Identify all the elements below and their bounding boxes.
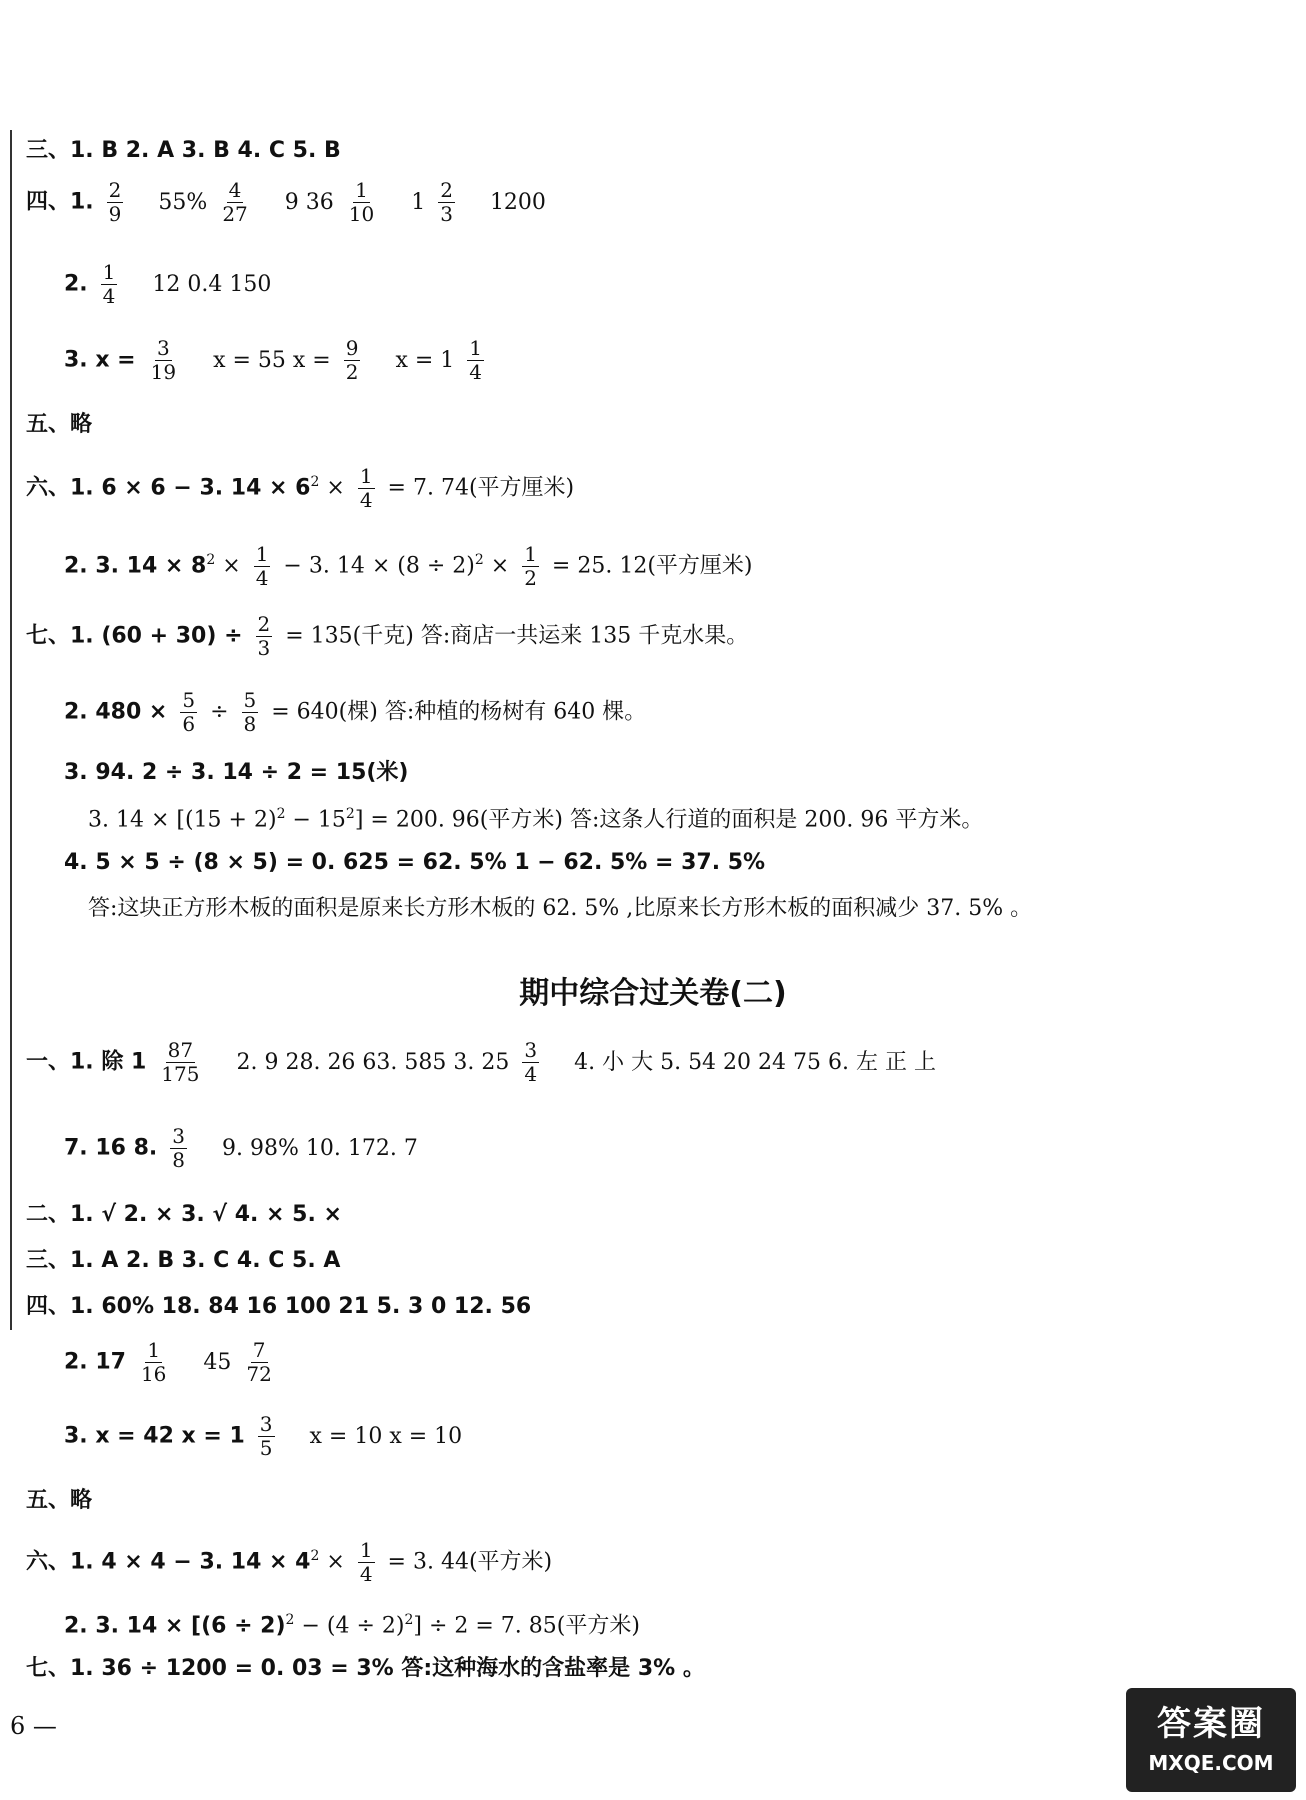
value: 1 [411, 189, 426, 215]
sec2-line-yi-1 [26, 1040, 936, 1085]
expr: 2. 9 28. 26 63. 585 3. 25 [236, 1049, 510, 1075]
fraction: $\frac{1}{16}$ [140, 1338, 167, 1386]
sec1-line-san: 三、1. B 2. A 3. B 4. C 5. B [26, 138, 341, 163]
expr: 2. 3. 14 × [(6 ÷ 2) [64, 1613, 286, 1639]
fraction: $\frac{1}{10}$ [348, 178, 375, 226]
sec2-line-si-1: 四、1. 60% 18. 84 16 100 21 5. 3 0 12. 56 [26, 1294, 532, 1319]
fraction: $\frac{1}{2}$ [524, 542, 537, 590]
expr: × [483, 553, 510, 579]
expr: − 15 [285, 807, 346, 833]
prefix: 2. [64, 271, 88, 297]
expr: = 7. 74(平方厘米) [387, 475, 575, 501]
prefix: 四、1. [26, 189, 94, 215]
fraction: $\frac{3}{4}$ [524, 1038, 538, 1086]
expr: 9. 98% 10. 172. 7 [222, 1135, 418, 1161]
sec2-line-si-3 [64, 1414, 462, 1459]
expr: × [215, 553, 241, 579]
expr: − (4 ÷ 2) [294, 1613, 405, 1639]
expr: 2. 3. 14 × 8 [64, 553, 207, 579]
expr: = 25. 12(平方厘米) [551, 553, 753, 579]
fraction: $\frac{4}{27}$ [222, 178, 248, 226]
expr: × [319, 475, 345, 501]
fraction: $\frac{1}{4}$ [359, 464, 373, 512]
expr: 六、1. 6 × 6 − 3. 14 × 6 [26, 475, 311, 501]
sec2-line-qi: 七、1. 36 ÷ 1200 = 0. 03 = 3% 答:这种海水的含盐率是 3% 。 [26, 1656, 705, 1681]
sec1-line-si-3 [64, 338, 490, 383]
value: 1200 [489, 189, 546, 215]
expr: 2. 17 [64, 1349, 126, 1375]
expr: − 3. 14 × (8 ÷ 2) [283, 553, 475, 579]
value: x = 55 x = [213, 347, 331, 373]
exponent: 2 [206, 552, 216, 569]
prefix: 3. x = [64, 347, 136, 373]
expr: ] ÷ 2 = 7. 85(平方米) [413, 1613, 640, 1639]
expr: 2. 480 × [64, 699, 168, 725]
sec2-line-san: 三、1. A 2. B 3. C 4. C 5. A [26, 1248, 341, 1273]
fraction: $\frac{1}{4}$ [359, 1538, 373, 1586]
sec2-line-liu-1 [26, 1540, 552, 1585]
fraction: $\frac{3}{19}$ [150, 336, 177, 384]
margin-line [10, 130, 12, 1330]
sec1-line-qi-4b: 答:这块正方形木板的面积是原来长方形木板的 62. 5% ,比原来长方形木板的面积减少 37. 5% 。 [88, 896, 1033, 921]
sec2-line-wu: 五、略 [26, 1488, 93, 1513]
sec1-line-wu: 五、略 [26, 412, 93, 437]
exponent: 2 [285, 1612, 295, 1628]
value: 55% [158, 189, 208, 215]
fraction: $\frac{1}{4}$ [469, 336, 483, 384]
sec2-line-er: 二、1. √ 2. × 3. √ 4. × 5. × [26, 1202, 342, 1227]
expr: 一、1. 除 1 [26, 1049, 147, 1075]
fraction: $\frac{1}{4}$ [102, 260, 116, 308]
fraction: $\frac{9}{2}$ [345, 336, 359, 384]
fraction: $\frac{3}{8}$ [172, 1124, 185, 1172]
expr: ] = 200. 96(平方米) 答:这条人行道的面积是 200. 96 平方米。 [354, 807, 984, 833]
exponent: 2 [276, 806, 286, 822]
fraction: $\frac{5}{8}$ [243, 688, 257, 736]
expr: 3. 14 × [(15 + 2) [88, 807, 277, 833]
value: 9 36 [284, 189, 334, 215]
value: 12 0.4 150 [152, 271, 272, 297]
expr: = 135(千克) 答:商店一共运来 135 千克水果。 [285, 623, 749, 649]
exponent: 2 [474, 552, 484, 569]
exponent: 2 [310, 1548, 320, 1565]
sec1-line-qi-3: 3. 94. 2 ÷ 3. 14 ÷ 2 = 15(米) [64, 760, 409, 785]
logo-url: MXQE.COM [1148, 1751, 1274, 1775]
section-title: 期中综合过关卷(二) [519, 976, 787, 1011]
expr: × [319, 1549, 345, 1575]
expr: ÷ [210, 699, 229, 725]
fraction: $\frac{2}{9}$ [108, 178, 122, 226]
fraction: $\frac{2}{3}$ [440, 178, 453, 226]
sec1-line-qi-4: 4. 5 × 5 ÷ (8 × 5) = 0. 625 = 62. 5% 1 − 62. 5% = 37. 5% [64, 850, 766, 875]
exponent: 2 [404, 1612, 414, 1628]
sec1-line-si-2 [64, 262, 271, 307]
fraction: $\frac{2}{3}$ [257, 612, 271, 660]
exponent: 2 [310, 474, 320, 491]
exponent: 2 [345, 806, 355, 822]
value: x = 1 [395, 347, 455, 373]
sec1-line-si-1 [26, 180, 546, 225]
sec2-line-liu-2 [64, 1612, 640, 1640]
sec1-line-qi-1 [26, 614, 748, 659]
expr: 3. x = 42 x = 1 [64, 1423, 245, 1449]
sec1-line-qi-3b [88, 806, 983, 834]
sec1-line-qi-2 [64, 690, 646, 735]
logo-text: 答案圈 [1157, 1704, 1265, 1744]
expr: 7. 16 8. [64, 1135, 158, 1161]
watermark-logo [1126, 1688, 1296, 1792]
sec1-line-liu-2 [64, 544, 753, 589]
expr: 七、1. (60 + 30) ÷ [26, 623, 243, 649]
expr: 45 [203, 1349, 232, 1375]
expr: = 640(棵) 答:种植的杨树有 640 棵。 [271, 699, 647, 725]
expr: 4. 小 大 5. 54 20 24 75 6. 左 正 上 [574, 1049, 936, 1075]
sec2-line-yi-2 [64, 1126, 418, 1171]
fraction: $\frac{87}{175}$ [161, 1038, 200, 1086]
fraction: $\frac{3}{5}$ [259, 1412, 273, 1460]
sec1-line-liu-1 [26, 466, 574, 511]
fraction: $\frac{7}{72}$ [246, 1338, 272, 1386]
expr: x = 10 x = 10 [309, 1423, 463, 1449]
sec2-line-si-2 [64, 1340, 280, 1385]
fraction: $\frac{1}{4}$ [255, 542, 269, 590]
expr: 六、1. 4 × 4 − 3. 14 × 4 [26, 1549, 311, 1575]
expr: = 3. 44(平方米) [387, 1549, 553, 1575]
page-number: 6 — [10, 1712, 57, 1740]
fraction: $\frac{5}{6}$ [182, 688, 196, 736]
